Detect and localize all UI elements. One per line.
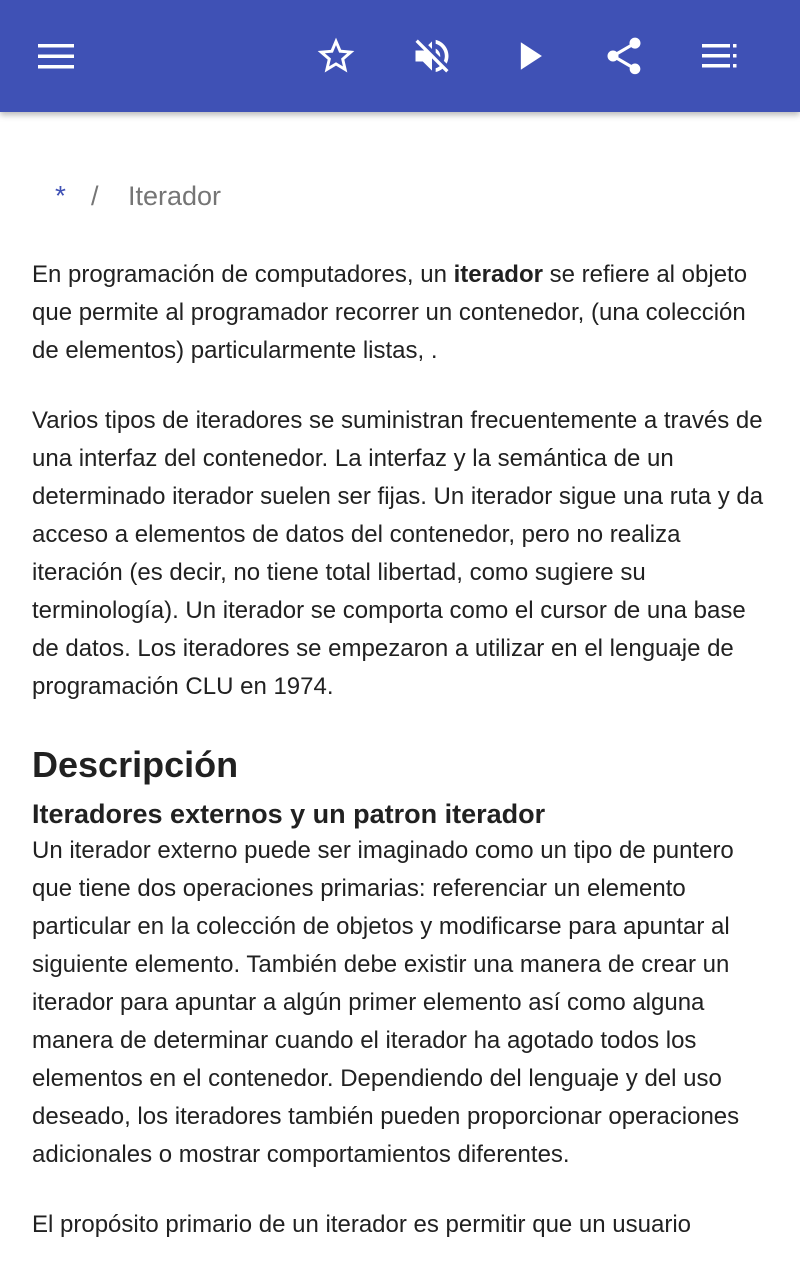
intro-paragraph bbox=[32, 256, 774, 370]
breadcrumb bbox=[55, 180, 221, 212]
share-icon bbox=[602, 34, 646, 78]
favorite-button[interactable] bbox=[304, 24, 368, 88]
menu-button[interactable] bbox=[24, 24, 88, 88]
play-button[interactable] bbox=[498, 24, 562, 88]
subsection-heading: Iteradores externos y un patron iterador bbox=[32, 799, 546, 829]
share-button[interactable] bbox=[592, 24, 656, 88]
volume-off-icon bbox=[410, 34, 454, 78]
menu-icon bbox=[36, 36, 76, 76]
paragraph-2: Varios tipos de iteradores se suministran frecuentemente a través de una interfaz del contenedor. La interfaz y la semántica de un determinado iterador suelen ser fijas. Un iterador sigue una ruta y da acceso a elementos de datos del contenedor, pero no realiza iteración (es decir, no tiene total libertad, como sugiere su terminología). Un iterador se comporta como el cursor de una base de datos. Los iteradores se empezaron a utilizar en el lenguaje de programación CLU en 1974. bbox=[32, 407, 764, 700]
breadcrumb-current: Iterador bbox=[128, 181, 222, 211]
intro-text-after: se refiere al objeto que permite al programador recorrer un contenedor, (una colección de elementos) particularmente listas, . bbox=[32, 261, 748, 364]
article-body bbox=[32, 256, 774, 1276]
breadcrumb-home-link[interactable]: * bbox=[55, 180, 66, 211]
mute-button[interactable] bbox=[400, 24, 464, 88]
article-content bbox=[0, 112, 800, 1280]
play-icon bbox=[508, 34, 552, 78]
paragraph-3: Un iterador externo puede ser imaginado como un tipo de puntero que tiene dos operaciones primarias: referenciar un elemento particular en la colección de objetos y modificarse para apuntar al siguiente elemento. También debe existir una manera de crear un iterador para apuntar a algún primer elemento así como alguna manera de determinar cuando el iterador ha agotado todos los elementos en el contenedor. Dependiendo del lenguaje y del uso deseado, los iteradores también pueden proporcionar operaciones adicionales o mostrar comportamientos diferentes. bbox=[32, 837, 740, 1168]
intro-text-before: En programación de computadores, un bbox=[32, 261, 454, 288]
list-icon bbox=[698, 34, 742, 78]
section-heading: Descripción bbox=[32, 744, 239, 785]
app-toolbar bbox=[0, 0, 800, 112]
star-outline-icon bbox=[314, 34, 358, 78]
paragraph-4: El propósito primario de un iterador es permitir que un usuario bbox=[32, 1211, 692, 1238]
table-of-contents-button[interactable] bbox=[688, 24, 752, 88]
intro-bold-term: iterador bbox=[453, 261, 543, 288]
breadcrumb-separator: / bbox=[91, 181, 99, 211]
